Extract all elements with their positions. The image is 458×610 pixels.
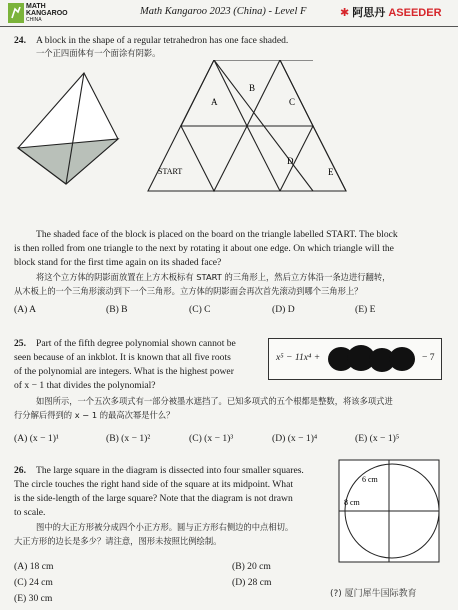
polynomial-box [268,338,442,380]
inkblot-icon [327,344,419,374]
header-divider [0,26,458,27]
math-kangaroo-logo-icon [8,3,24,23]
q24-number: 24. [14,35,26,46]
q26-line-2: The circle touches the right hand side of the square at its midpoint. What [14,479,294,490]
q26-line-1: The large square in the diagram is dissected into four smaller squares. [36,465,304,476]
q26-line-3: is the side-length of the large square? Note that the diagram is not drawn [14,493,293,504]
q25-line-2: seen because of an inkblot. It is known that all five roots [14,352,231,363]
square-circle-diagram [338,459,442,565]
q26-line-4: to scale. [14,507,46,518]
q26-number: 26. [14,465,26,476]
q25-option-b[interactable]: (B) (x − 1)² [106,433,151,444]
page-header-title: Math Kangaroo 2023 (China) - Level F [140,6,307,17]
board-label-c: C [289,97,296,107]
q24-option-e[interactable]: (E) E [355,304,376,315]
q25-option-e[interactable]: (E) (x − 1)⁵ [355,433,400,444]
q24-paragraph-cn-2: 从木板上的一个三角形滚动到下一个三角形。立方体的阴影面会再次首先滚动到哪个三角形上？ [14,286,363,296]
math-kangaroo-logo-text: MATH KANGAROO CHINA [26,3,68,23]
q24-figures [0,60,458,220]
q24-paragraph-2: is then rolled from one triangle to the next by rotating it about one edge. On which triangle will the [14,243,394,254]
board-label-b: B [249,83,256,93]
q25-line-3: of the polynomial are integers. What is the highest power [14,366,234,377]
q26-option-b[interactable]: (B) 20 cm [232,561,271,572]
q25-option-a[interactable]: (A) (x − 1)¹ [14,433,59,444]
board-label-a: A [211,97,218,107]
aseeder-star-icon: ✱ [340,7,350,19]
q25-cn-2: 行分解后得到的 x − 1 的最高次幂是什么？ [14,410,175,420]
aseeder-logo: ✱ 阿思丹 ASEEDER [340,7,442,19]
tetrahedron-figure [18,73,118,184]
q26-cn-2: 大正方形的边长是多少？请注意，图形未按照比例绘制。 [14,536,222,546]
q24-option-d[interactable]: (D) D [272,304,295,315]
label-8cm: 8 cm [344,498,360,507]
q24-paragraph-cn-1: 将这个立方体的阴影面放置在上方木板标有 START 的三角形上，然后立方体沿一条边进行翻转， [36,272,391,282]
q26-cn-1: 图中的大正方形被分成四个小正方形。圆与正方形右侧边的中点相切。 [36,522,294,532]
q25-option-c[interactable]: (C) (x − 1)³ [189,433,234,444]
q24-option-b[interactable]: (B) B [106,304,128,315]
q24-statement-cn: 一个正四面体有一个面涂有阴影。 [36,48,161,58]
q24-option-a[interactable]: (A) A [14,304,37,315]
q24-option-c[interactable]: (C) C [189,304,211,315]
q26-option-d[interactable]: (D) 28 cm [232,577,272,588]
q25-line-4: of x − 1 that divides the polynomial? [14,380,156,391]
watermark: (?) 厦门犀牛国际教育 [330,589,417,599]
polynomial-right: − 7 [422,352,435,363]
board-label-e: E [328,167,334,177]
q25-option-d[interactable]: (D) (x − 1)⁴ [272,433,318,444]
q26-option-a[interactable]: (A) 18 cm [14,561,54,572]
q26-option-e[interactable]: (E) 30 cm [14,593,53,604]
q24-statement: A block in the shape of a regular tetrahedron has one face shaded. [36,35,289,46]
q25-number: 25. [14,338,26,349]
label-6cm: 6 cm [362,475,378,484]
q26-option-c[interactable]: (C) 24 cm [14,577,53,588]
q24-paragraph-3: block stand for the first time again on its shaded face? [14,257,222,268]
board-label-d: D [287,156,294,166]
board-label-start: START [158,167,183,176]
q25-cn-1: 如图所示，一个五次多项式有一部分被墨水遮挡了。已知多项式的五个根都是整数，将该多项式进 [36,396,393,406]
polynomial-left: x⁵ − 11x⁴ + [276,352,321,363]
q25-line-1: Part of the fifth degree polynomial shown cannot be [36,338,236,349]
q24-paragraph-1: The shaded face of the block is placed on the board on the triangle labelled START. The block [36,229,398,240]
